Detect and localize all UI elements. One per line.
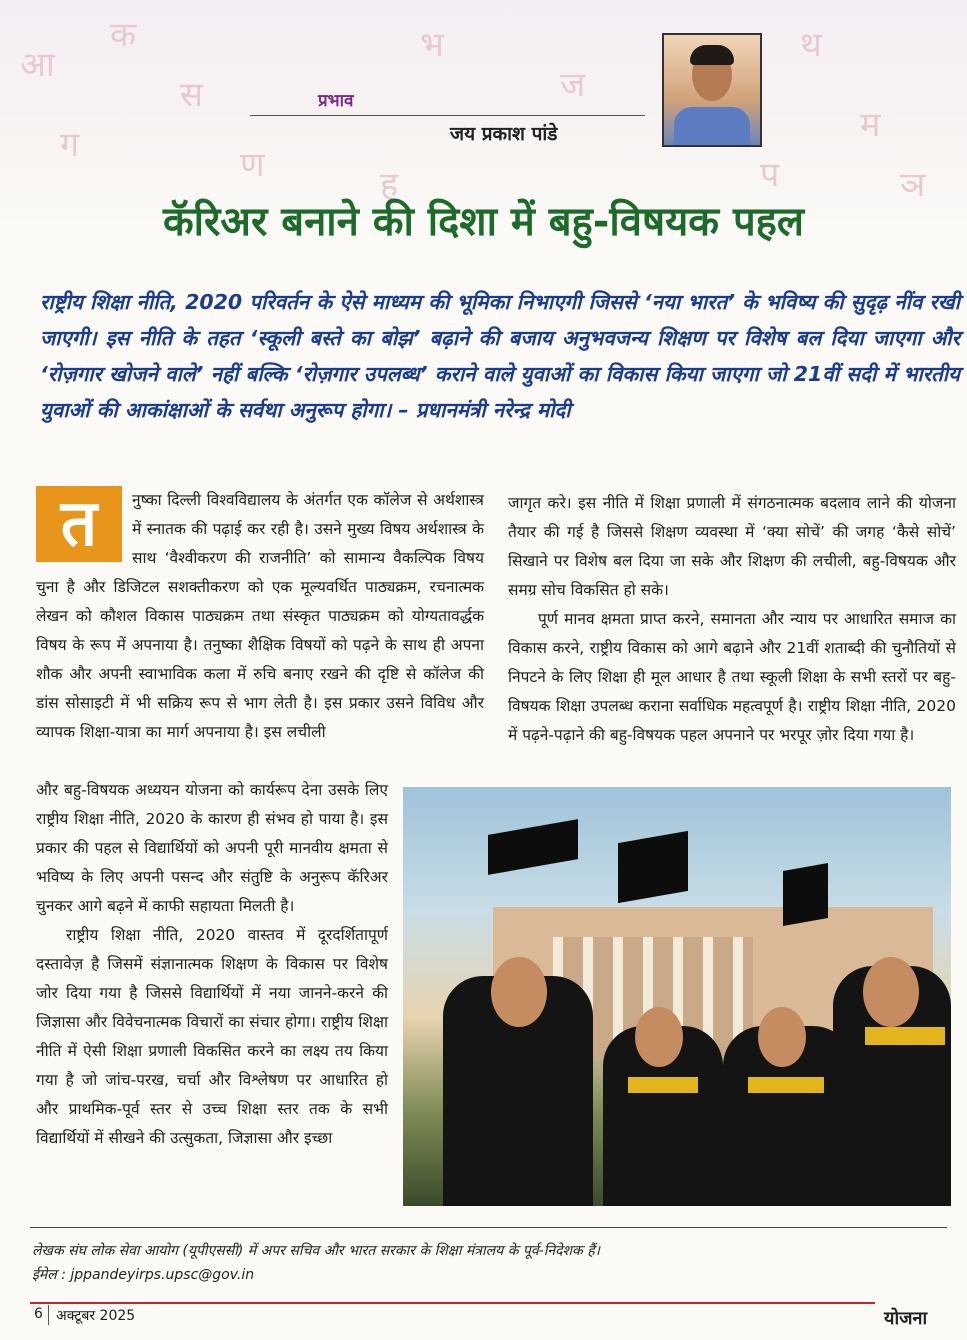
column-left-bottom	[36, 776, 388, 1153]
author-bio	[32, 1239, 947, 1287]
photo-hood	[748, 1077, 824, 1093]
photo-hood	[628, 1077, 698, 1093]
issue-date: अक्टूबर 2025	[56, 1308, 136, 1324]
paragraph: जागृत करे। इस नीति में शिक्षा प्रणाली में संगठनात्मक बदलाव लाने की योजना तैयार की गई है जिससे शिक्षण व्यवस्था में ‘क्या सोचें’ की जगह ‘कैसे सोचें’ सिखाने पर विशेष बल दिया जा सके और शिक्षण की लचीली, बहु-विषयक और समग्र सोच विकसित हो सके।	[508, 494, 956, 599]
letter-decoration: ह	[380, 165, 399, 205]
article-lead-quote: राष्ट्रीय शिक्षा नीति, 2020 परिवर्तन के ऐसे माध्यम की भूमिका निभाएगी जिससे ‘नया भारत’ के भविष्य की सुदृढ़ नींव रखी जाएगी। इस नीति के तहत ‘स्कूली बस्ते का बोझ’ बढ़ाने की बजाय अनुभवजन्य शिक्षण पर विशेष बल दिया जाएगा और ‘रोज़गार खोजने वाले’ नहीं बल्कि ‘रोज़गार उपलब्ध’ कराने वाले युवाओं का विकास किया जाएगा जो 21वीं सदी में भारतीय युवाओं की आकांक्षाओं के सर्वथा अनुरूप होगा। – प्रधानमंत्री नरेन्द्र मोदी	[40, 290, 960, 422]
photo-hood	[865, 1027, 945, 1045]
column-left-top	[36, 486, 484, 747]
section-label: प्रभाव	[318, 91, 354, 111]
footer-rule	[30, 1302, 875, 1304]
letter-decoration: ज	[560, 65, 586, 105]
letter-decoration: ञ	[900, 165, 926, 205]
author-photo	[662, 33, 762, 147]
letter-decoration: आ	[20, 45, 55, 85]
column-right	[508, 489, 956, 750]
letter-decoration: ग	[60, 125, 80, 165]
graduates-photo	[403, 787, 951, 1206]
page-number: 6	[34, 1306, 43, 1322]
paragraph: राष्ट्रीय शिक्षा नीति, 2020 वास्तव में दूरदर्शितापूर्ण दस्तावेज़ है जिसमें संज्ञानात्मक शिक्षण के विकास पर विशेष जोर दिया गया है जिससे विद्यार्थियों में नया जानने-करने की जिज्ञासा और विवेचनात्मक विचारों का संचार होगा। राष्ट्रीय शिक्षा नीति में ऐसी शिक्षा प्रणाली विकसित करने का लक्ष्य तय किया गया है जो जांच-परख, चर्चा और विश्लेषण पर आधारित हो और प्राथमिक-पूर्व स्तर से उच्च शिक्षा स्तर तक के सभी विद्यार्थियों में सीखने की उत्सुकता, जिज्ञासा और इच्छा	[36, 926, 388, 1147]
photo-shirt	[674, 107, 750, 147]
letter-decoration: स	[180, 75, 203, 115]
photo-graduate-face	[758, 1007, 806, 1067]
letter-decoration: थ	[800, 25, 822, 65]
paragraph: और बहु-विषयक अध्ययन योजना को कार्यरूप देना उसके लिए राष्ट्रीय शिक्षा नीति, 2020 के कारण ही संभव हो पाया है। इस प्रकार की पहल से विद्यार्थियों को अपनी पूरी मानवीय क्षमता से भविष्य के लिए अपनी पसन्द और संतुष्टि के अनुरूप कॅरिअर चुनकर आगे बढ़ने में काफी सहायता मिलती है।	[36, 781, 388, 915]
photo-cap	[618, 831, 688, 903]
bio-rule	[30, 1227, 947, 1228]
footer-separator	[48, 1305, 49, 1325]
author-name: जय प्रकाश पांडे	[450, 123, 558, 145]
article-title: कॅरिअर बनाने की दिशा में बहु-विषयक पहल	[162, 199, 805, 245]
letter-decoration: भ	[420, 25, 444, 65]
bio-line: लेखक संघ लोक सेवा आयोग (यूपीएससी) में अपर सचिव और भारत सरकार के शिक्षा मंत्रालय के पूर्व-निदेशक हैं।	[32, 1243, 600, 1259]
letter-decoration: म	[860, 105, 881, 145]
photo-cap	[783, 863, 828, 926]
header-rule	[250, 115, 645, 116]
letter-decoration: क	[110, 15, 137, 55]
paragraph-text: नुष्का दिल्ली विश्वविद्यालय के अंतर्गत एक कॉलेज से अर्थशास्त्र में स्नातक की पढ़ाई कर रही है। उसने मुख्य विषय अर्थशास्त्र के साथ ‘वैश्वीकरण की राजनीति’ को सामान्य वैकल्पिक विषय चुना है और डिजिटल सशक्तीकरण को एक मूल्यवर्धित पाठ्यक्रम, रचनात्मक लेखन को कौशल विकास पाठ्यक्रम तथा संस्कृत पाठ्यक्रम को योग्यतावर्द्धक विषय के रूप में अपनाया है। तनुष्का शैक्षिक विषयों को पढ़ने के साथ ही अपना शौक और अपनी स्वाभाविक कला में रुचि बनाए रखने की दृष्टि से कॉलेज की डांस सोसाइटी में भी सक्रिय रूप से भाग लेती है। इस प्रकार उसने विविध और व्यापक शिक्षा-यात्रा का मार्ग अपनाया है। इस लचीली	[36, 491, 484, 741]
photo-hair	[690, 45, 734, 65]
paragraph	[36, 486, 484, 747]
letter-decoration: प	[760, 155, 780, 195]
photo-graduate-face	[635, 1007, 683, 1067]
magazine-name: योजना	[884, 1308, 928, 1329]
photo-cap	[488, 819, 578, 875]
photo-graduate-face	[863, 957, 919, 1027]
drop-cap: त	[36, 486, 122, 562]
letter-decoration: ण	[240, 145, 265, 185]
bio-email: ईमेल : jppandeyirps.upsc@gov.in	[32, 1267, 255, 1283]
paragraph: पूर्ण मानव क्षमता प्राप्त करने, समानता और न्याय पर आधारित समाज का विकास करने, राष्ट्रीय विकास को आगे बढ़ाने और 21वीं शताब्दी की चुनौतियों से निपटने के लिए शिक्षा ही मूल आधार है तथा स्कूली शिक्षा के सभी स्तरों पर बहु-विषयक शिक्षा उपलब्ध कराना सर्वाधिक महत्वपूर्ण है। राष्ट्रीय शिक्षा नीति, 2020 में पढ़ने-पढ़ाने की बहु-विषयक पहल अपनाने पर भरपूर ज़ोर दिया गया है।	[508, 610, 956, 744]
photo-graduate-face	[491, 957, 547, 1027]
